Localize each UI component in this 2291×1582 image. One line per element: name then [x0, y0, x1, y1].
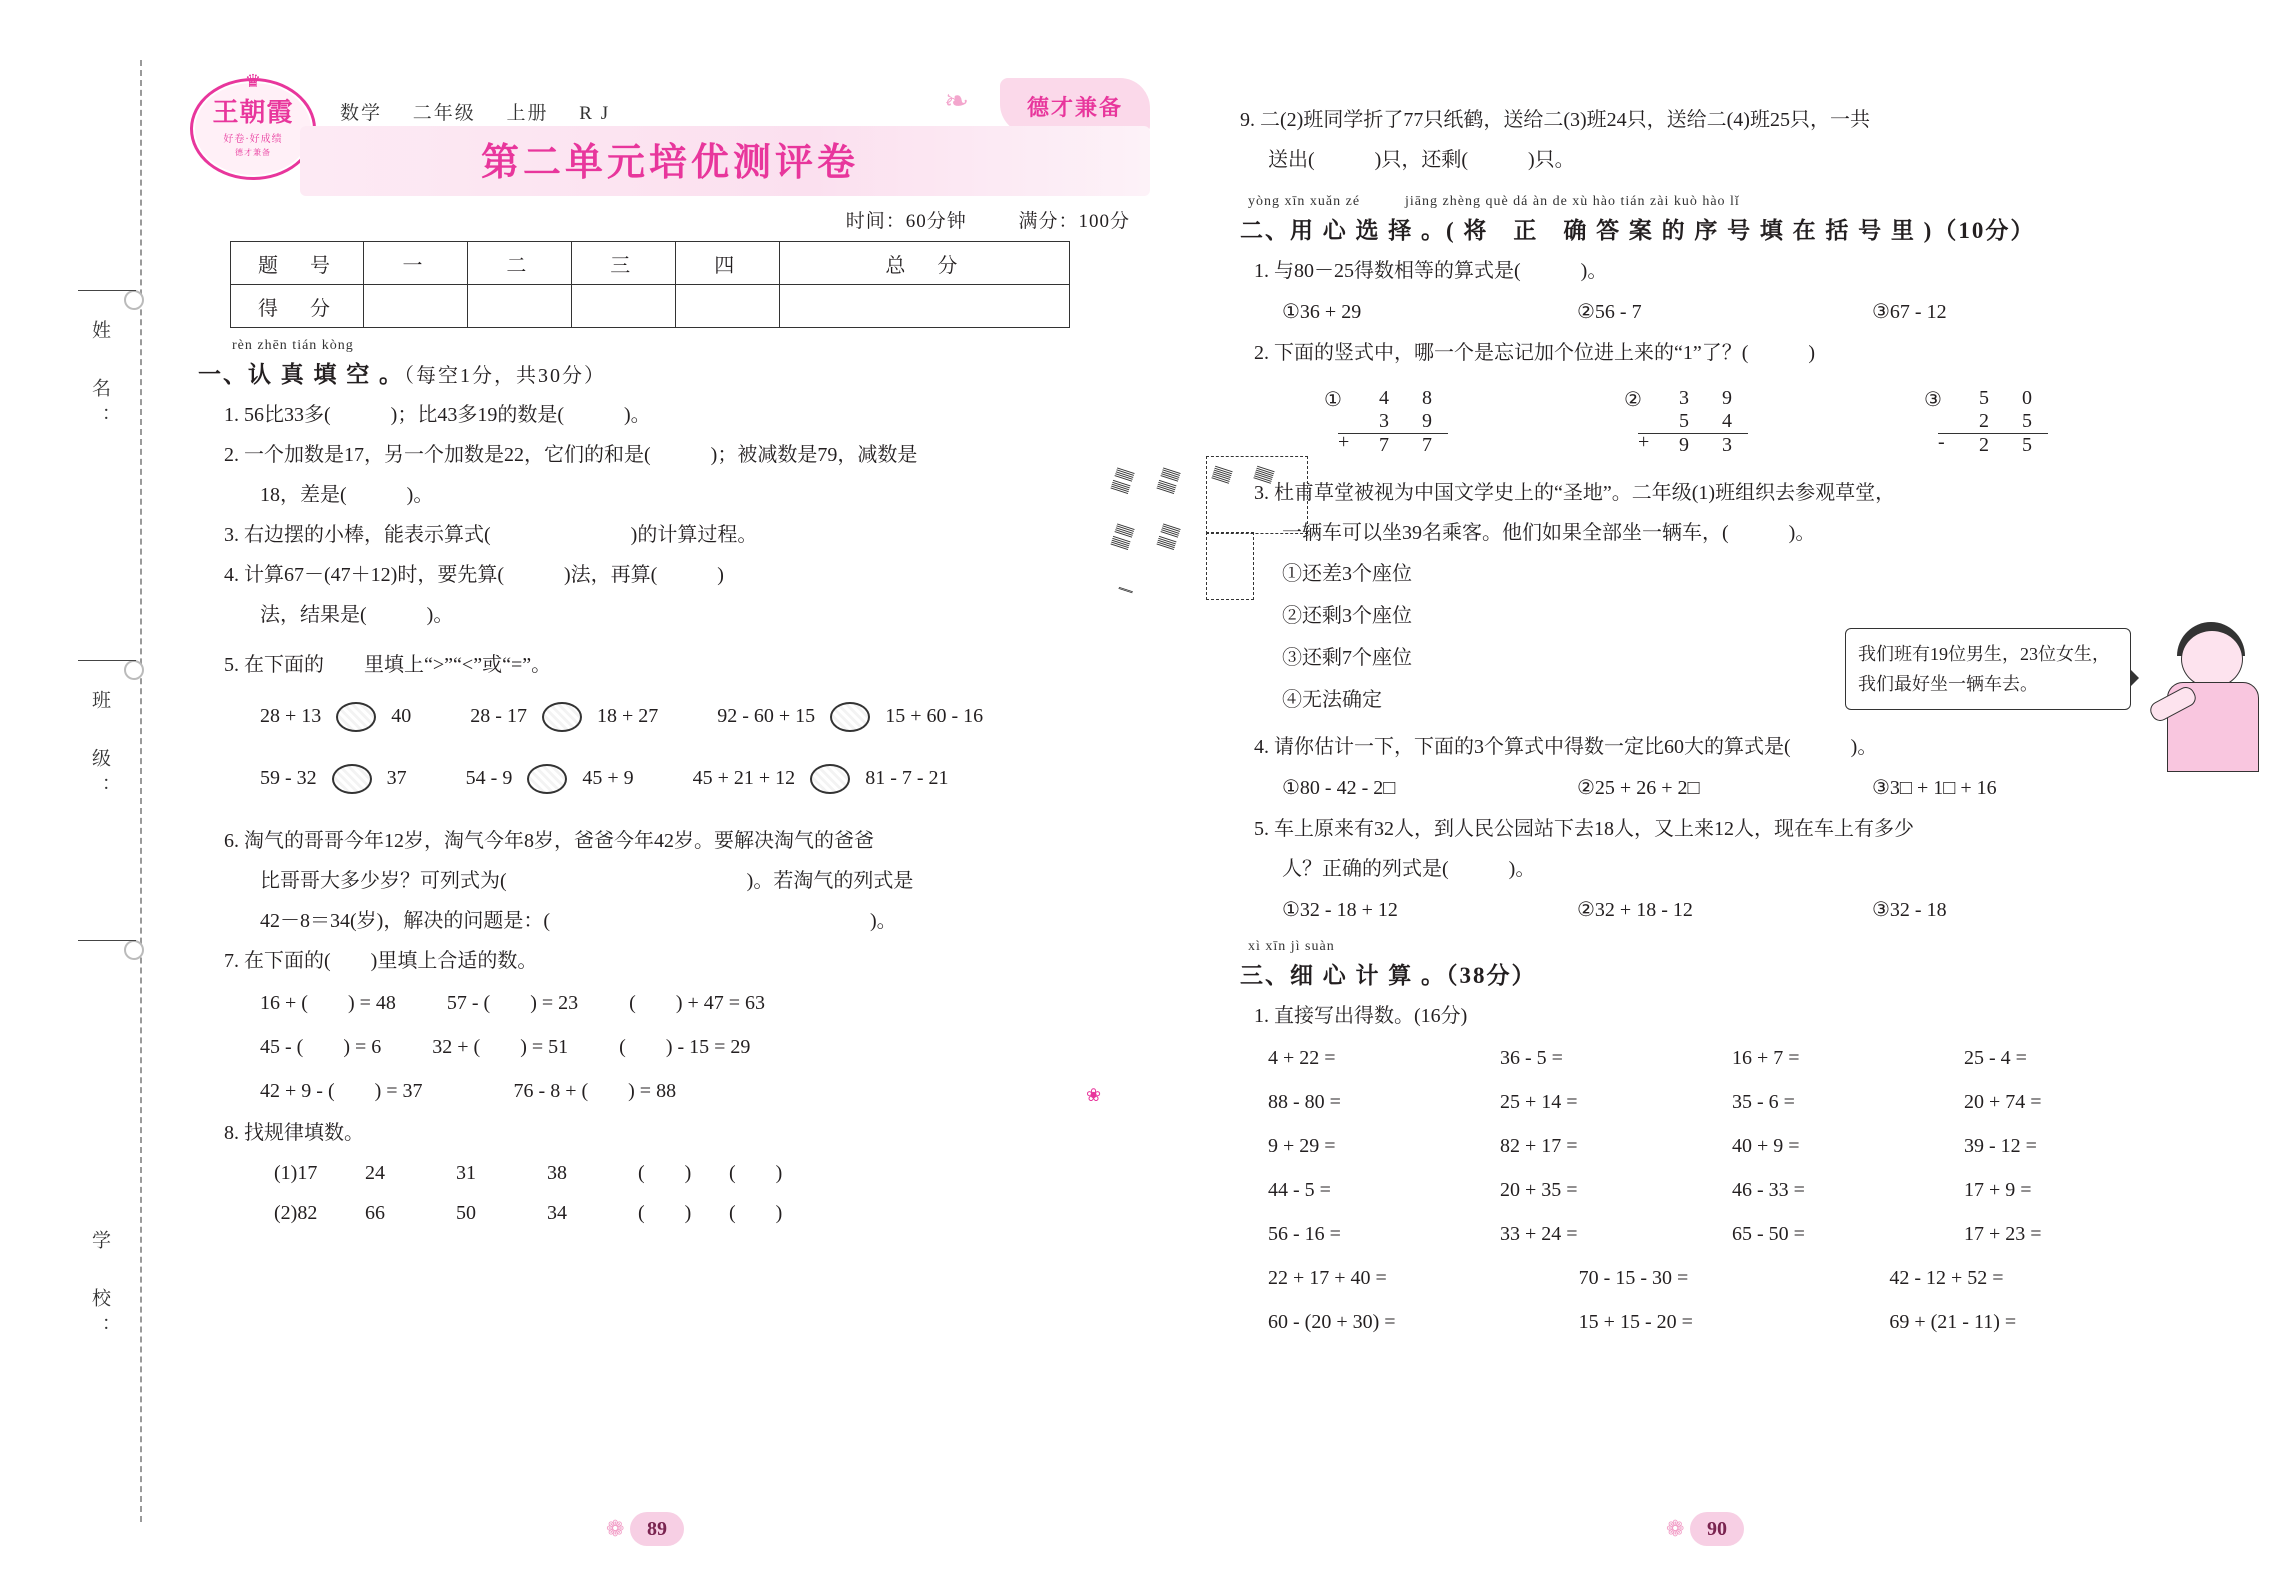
fill-row-1: [260, 981, 1150, 1025]
calc-item[interactable]: 15 + 15 - 20 =: [1578, 1311, 1693, 1333]
leaf-decor-icon: ❧: [944, 85, 970, 118]
calc-item[interactable]: 46 - 33 =: [1732, 1179, 1805, 1201]
fill-row-3: [260, 1069, 1150, 1113]
stick-bundle-icon: ||||| |||||: [1153, 466, 1182, 496]
single-stick-icon: ||: [1116, 587, 1134, 595]
question-1-8: 8. 找规律填数。: [224, 1122, 364, 1144]
calc-item[interactable]: 4 + 22 =: [1268, 1047, 1336, 1069]
fill-item[interactable]: ( ) + 47 = 63: [629, 992, 766, 1014]
question-1-6a: 6. 淘气的哥哥今年12岁，淘气今年8岁，爸爸今年42岁。要解决淘气的爸爸: [224, 830, 874, 852]
compare-circle[interactable]: [830, 702, 870, 732]
calc-row: [1268, 1168, 2200, 1212]
section1-score: （每空1分，共30分）: [404, 365, 606, 387]
flower-decor-icon: ❀: [1086, 1085, 1102, 1105]
calc-item[interactable]: 69 + (21 - 11) =: [1889, 1311, 2017, 1333]
question-1-6c: 42－8＝34(岁)，解决的问题是：( )。: [260, 910, 897, 932]
question-1-4a: 4. 计算67－(47＋12)时，要先算( )法，再算( ): [224, 564, 724, 586]
page-title: 第二单元培优测评卷: [480, 142, 859, 184]
seq-cell: 50: [456, 1202, 476, 1224]
option-item[interactable]: ③67 - 12: [1872, 301, 1947, 323]
calc-row: [1268, 1080, 2200, 1124]
score-header-cell: 一: [364, 242, 468, 285]
calc-item[interactable]: 20 + 35 =: [1500, 1179, 1578, 1201]
calc-item[interactable]: 40 + 9 =: [1732, 1135, 1800, 1157]
side-label-school: 学 校：: [89, 1230, 110, 1346]
score-header-cell: 三: [571, 242, 675, 285]
calc-item[interactable]: 36 - 5 =: [1500, 1047, 1563, 1069]
seq-blank[interactable]: ( ): [729, 1202, 783, 1224]
score-input-cell[interactable]: [571, 285, 675, 328]
option-item[interactable]: ④无法确定: [1282, 689, 1382, 711]
option-item[interactable]: ③32 - 18: [1872, 899, 1947, 921]
compare-item: [260, 685, 411, 747]
seq-cell: 66: [365, 1202, 385, 1224]
section2-heading: 二、用 心 选 择 。( 将 正 确 答 案 的 序 号 填 在 括 号 里 )（10分）: [1240, 218, 2036, 243]
calc-item[interactable]: 65 - 50 =: [1732, 1223, 1805, 1245]
question-1-3: 3. 右边摆的小棒，能表示算式( )的计算过程。: [224, 524, 758, 546]
calc-item[interactable]: 42 - 12 + 52 =: [1889, 1267, 2004, 1289]
score-input-cell[interactable]: [675, 285, 779, 328]
calc-row: [1268, 1256, 2200, 1300]
section1-pinyin: rèn zhēn tián kòng: [232, 338, 354, 353]
compare-left: 54 - 9: [465, 767, 513, 789]
side-label-name: 姓 名：: [89, 320, 110, 436]
score-input-cell[interactable]: [364, 285, 468, 328]
calc-item[interactable]: 82 + 17 =: [1500, 1135, 1578, 1157]
calc-item[interactable]: 17 + 9 =: [1964, 1179, 2032, 1201]
option-item[interactable]: ③还剩7个座位: [1282, 647, 1412, 669]
meta-grade: 二年级: [412, 103, 476, 124]
stick-bundle-icon: |||||||: [1207, 465, 1234, 486]
seq-cell: 31: [456, 1162, 476, 1184]
meta-edition: R J: [579, 103, 611, 124]
vsum-label: ①: [1324, 389, 1342, 411]
question-2-3a: 3. 杜甫草堂被视为中国文学史上的“圣地”。二年级(1)班组织去参观草堂，: [1254, 482, 1896, 504]
compare-row-1: [260, 685, 1150, 747]
seq-cell: 38: [547, 1162, 567, 1184]
side-rule: [78, 290, 136, 291]
logo-tag-text: 德才兼备: [235, 148, 271, 157]
side-label-class: 班 级：: [89, 690, 110, 806]
question-1-4b: 法，结果是( )。: [260, 604, 454, 626]
vsum-label: ③: [1924, 389, 1942, 411]
stick-bundle-icon: ||||| |||||: [1153, 522, 1182, 552]
left-column: [190, 70, 1150, 1233]
logo-sub-text: 好卷·好成绩: [223, 134, 283, 145]
sheet-header: [190, 70, 1150, 200]
calc-item[interactable]: 22 + 17 + 40 =: [1268, 1267, 1387, 1289]
student-illustration: [2153, 620, 2273, 770]
option-item[interactable]: ②25 + 26 + 2□: [1577, 777, 1700, 799]
vertical-sum-1: [1280, 387, 1580, 457]
vertical-sums-group: [1280, 387, 2200, 457]
calc-item[interactable]: 60 - (20 + 30) =: [1268, 1311, 1396, 1333]
fill-item[interactable]: 76 - 8 + ( ) = 88: [513, 1080, 677, 1102]
page-number-left: 89: [630, 1512, 684, 1546]
compare-item: [466, 747, 634, 809]
section1-title: 一、认 真 填 空 。: [198, 362, 404, 387]
option-item[interactable]: ②还剩3个座位: [1282, 605, 1412, 627]
option-item[interactable]: ①80 - 42 - 2□: [1282, 777, 1396, 799]
question-1-6b: 比哥哥大多少岁？可列式为( )。若淘气的列式是: [260, 870, 914, 892]
question-2-4-options: [1282, 767, 2200, 809]
compare-item: [260, 747, 407, 809]
exam-meta-line: [190, 206, 1130, 233]
vsum-bottom: 5 4: [1679, 410, 1746, 432]
question-2-2: 2. 下面的竖式中，哪一个是忘记加个位进上来的“1”了？( ): [1254, 342, 1816, 364]
meta-subject: 数学: [340, 103, 383, 124]
table-row: [231, 285, 1070, 328]
question-1-2a: 2. 一个加数是17，另一个加数是22，它们的和是( )；被减数是79，减数是: [224, 444, 918, 466]
score-table: [230, 241, 1070, 328]
meta-volume: 上册: [506, 103, 549, 124]
compare-left: 28 + 13: [260, 705, 322, 727]
fill-row-2: [260, 1025, 1150, 1069]
question-2-5b: 人？正确的列式是( )。: [1282, 858, 1536, 880]
compare-item: [693, 747, 949, 809]
option-item[interactable]: ③3□ + 1□ + 16: [1872, 777, 1997, 799]
compare-circle[interactable]: [332, 764, 372, 794]
compare-right: 18 + 27: [596, 705, 659, 727]
stick-bundle-icon: ||||| |||||: [1107, 466, 1136, 496]
question-1-5: 5. 在下面的 里填上“>”“<”或“=”。: [224, 654, 552, 676]
fill-item[interactable]: 57 - ( ) = 23: [446, 992, 579, 1014]
compare-right: 15 + 60 - 16: [885, 705, 984, 727]
seq-cell: (1)17: [274, 1162, 318, 1184]
calc-row: [1268, 1036, 2200, 1080]
option-item[interactable]: ①还差3个座位: [1282, 563, 1412, 585]
score-label-cell: 得 分: [231, 285, 364, 328]
stick-bundle-icon: ||||| |||||: [1107, 522, 1136, 552]
vsum-top: 5 0: [1979, 387, 2046, 409]
option-item[interactable]: ②56 - 7: [1577, 301, 1642, 323]
calc-item[interactable]: 35 - 6 =: [1732, 1091, 1795, 1113]
compare-item: [717, 685, 983, 747]
compare-right: 81 - 7 - 21: [865, 767, 949, 789]
question-9a: 9. 二(2)班同学折了77只纸鹤，送给二(3)班24只，送给二(4)班25只，一共: [1240, 109, 1870, 131]
seq-blank[interactable]: ( ): [729, 1162, 783, 1184]
compare-left: 28 - 17: [470, 705, 527, 727]
compare-circle[interactable]: [542, 702, 582, 732]
compare-circle[interactable]: [527, 764, 567, 794]
calc-item[interactable]: 44 - 5 =: [1268, 1179, 1331, 1201]
header-meta: [340, 98, 634, 125]
sequence-row-1: [274, 1153, 1150, 1193]
punch-hole: [124, 940, 144, 960]
brand-badge: 德才兼备: [1000, 78, 1150, 134]
question-1-1: 1. 56比33多( )；比43多19的数是( )。: [224, 404, 651, 426]
stick-bundle-icon: |||||||: [1249, 465, 1276, 486]
question-2-5a: 5. 车上原来有32人，到人民公园站下去18人，又上来12人，现在车上有多少: [1254, 818, 1914, 840]
page-number-right: 90: [1690, 1512, 1744, 1546]
question-9b: 送出( )只，还剩( )只。: [1268, 149, 1575, 171]
vertical-sum-2: [1580, 387, 1880, 457]
compare-left: 45 + 21 + 12: [692, 767, 796, 789]
calc-item[interactable]: 33 + 24 =: [1500, 1223, 1578, 1245]
question-2-4: 4. 请你估计一下，下面的3个算式中得数一定比60大的算式是( )。: [1254, 736, 1878, 758]
compare-right: 45 + 9: [582, 767, 634, 789]
sequence-row-2: [274, 1193, 1150, 1233]
crown-icon: ♛: [244, 71, 262, 91]
exam-full-score: 满分：100分: [1018, 211, 1130, 232]
vsum-bottom: 2 5: [1979, 410, 2046, 432]
compare-left: 59 - 32: [260, 767, 317, 789]
calc-item[interactable]: 88 - 80 =: [1268, 1091, 1341, 1113]
question-3-1: 1. 直接写出得数。(16分): [1254, 1005, 1468, 1027]
question-1-7: 7. 在下面的( )里填上合适的数。: [224, 950, 538, 972]
page-decor-icon: ❁: [606, 1516, 625, 1541]
seq-cell: 24: [365, 1162, 385, 1184]
fill-item[interactable]: 32 + ( ) = 51: [432, 1036, 569, 1058]
speech-bubble: 我们班有19位男生，23位女生，我们最好坐一辆车去。: [1845, 628, 2131, 710]
compare-row-2: [260, 747, 1150, 809]
calc-row: [1268, 1212, 2200, 1256]
calculation-grid: [1268, 1036, 2200, 1344]
score-header-cell: 题 号: [231, 242, 364, 285]
question-1-2b: 18，差是( )。: [260, 484, 434, 506]
compare-circle[interactable]: [336, 702, 376, 732]
calc-item[interactable]: 70 - 15 - 30 =: [1578, 1267, 1689, 1289]
fill-item[interactable]: 45 - ( ) = 6: [260, 1036, 382, 1058]
compare-item: [470, 685, 658, 747]
section3-pinyin: xì xīn jì suàn: [1248, 939, 1335, 954]
vsum-result: 2 5: [1979, 434, 2046, 456]
calc-item[interactable]: 39 - 12 =: [1964, 1135, 2037, 1157]
fill-item[interactable]: 16 + ( ) = 48: [260, 992, 396, 1014]
exam-time: 时间：60分钟: [845, 211, 967, 232]
calc-item[interactable]: 20 + 74 =: [1964, 1091, 2042, 1113]
option-item[interactable]: ①32 - 18 + 12: [1282, 899, 1398, 921]
question-2-1: 1. 与80－25得数相等的算式是( )。: [1254, 260, 1608, 282]
calc-row: [1268, 1124, 2200, 1168]
score-header-cell: 二: [467, 242, 571, 285]
vsum-result: 7 7: [1379, 434, 1446, 456]
page-decor-icon: ❁: [1666, 1516, 1685, 1541]
vsum-bottom: 3 9: [1379, 410, 1446, 432]
table-row: [231, 242, 1070, 285]
vsum-operator: +: [1638, 431, 1650, 453]
side-rule: [78, 940, 136, 941]
compare-right: 40: [391, 705, 412, 727]
punch-hole: [124, 290, 144, 310]
vsum-result: 9 3: [1679, 434, 1746, 456]
question-2-5-options: [1282, 889, 2200, 931]
section1-heading: [198, 356, 1150, 389]
calc-row: [1268, 1300, 2200, 1344]
calc-item[interactable]: 56 - 16 =: [1268, 1223, 1341, 1245]
score-input-cell[interactable]: [779, 285, 1069, 328]
question-2-3b: 一辆车可以坐39名乘客。他们如果全部坐一辆车，( )。: [1282, 522, 1816, 544]
seq-blank[interactable]: ( ): [638, 1162, 692, 1184]
compare-left: 92 - 60 + 15: [717, 705, 816, 727]
calc-item[interactable]: 9 + 29 =: [1268, 1135, 1336, 1157]
right-column: [1240, 100, 2200, 1344]
option-item[interactable]: ①36 + 29: [1282, 301, 1362, 323]
seq-blank[interactable]: ( ): [638, 1202, 692, 1224]
head-shape: [2181, 630, 2243, 688]
section3-heading: 三、细 心 计 算 。（38分）: [1240, 963, 1537, 988]
punch-hole: [124, 660, 144, 680]
score-header-cell: 总 分: [779, 242, 1069, 285]
question-2-1-options: [1282, 291, 2200, 333]
vertical-sum-3: [1880, 387, 2180, 457]
vsum-operator: +: [1338, 431, 1350, 453]
fill-item[interactable]: ( ) - 15 = 29: [619, 1036, 751, 1058]
score-input-cell[interactable]: [467, 285, 571, 328]
binding-dashed-line: [140, 60, 142, 1522]
vsum-top: 3 9: [1679, 387, 1746, 409]
seq-cell: 34: [547, 1202, 567, 1224]
section2-pinyin: yòng xīn xuǎn zé jiāng zhèng què dá àn de xù hào tián zài kuò hào lǐ: [1248, 194, 1740, 209]
logo-main-text: 王朝霞: [212, 98, 294, 127]
fill-item[interactable]: 42 + 9 - ( ) = 37: [260, 1080, 423, 1102]
score-header-cell: 四: [675, 242, 779, 285]
compare-circle[interactable]: [810, 764, 850, 794]
vsum-operator: -: [1938, 431, 1945, 453]
option-item[interactable]: ②32 + 18 - 12: [1577, 899, 1693, 921]
calc-item[interactable]: 17 + 23 =: [1964, 1223, 2042, 1245]
side-rule: [78, 660, 136, 661]
compare-right: 37: [386, 767, 407, 789]
calc-item[interactable]: 25 + 14 =: [1500, 1091, 1578, 1113]
vsum-top: 4 8: [1379, 387, 1446, 409]
calc-item[interactable]: 25 - 4 =: [1964, 1047, 2027, 1069]
calc-item[interactable]: 16 + 7 =: [1732, 1047, 1800, 1069]
seq-cell: (2)82: [274, 1202, 318, 1224]
vsum-label: ②: [1624, 389, 1642, 411]
